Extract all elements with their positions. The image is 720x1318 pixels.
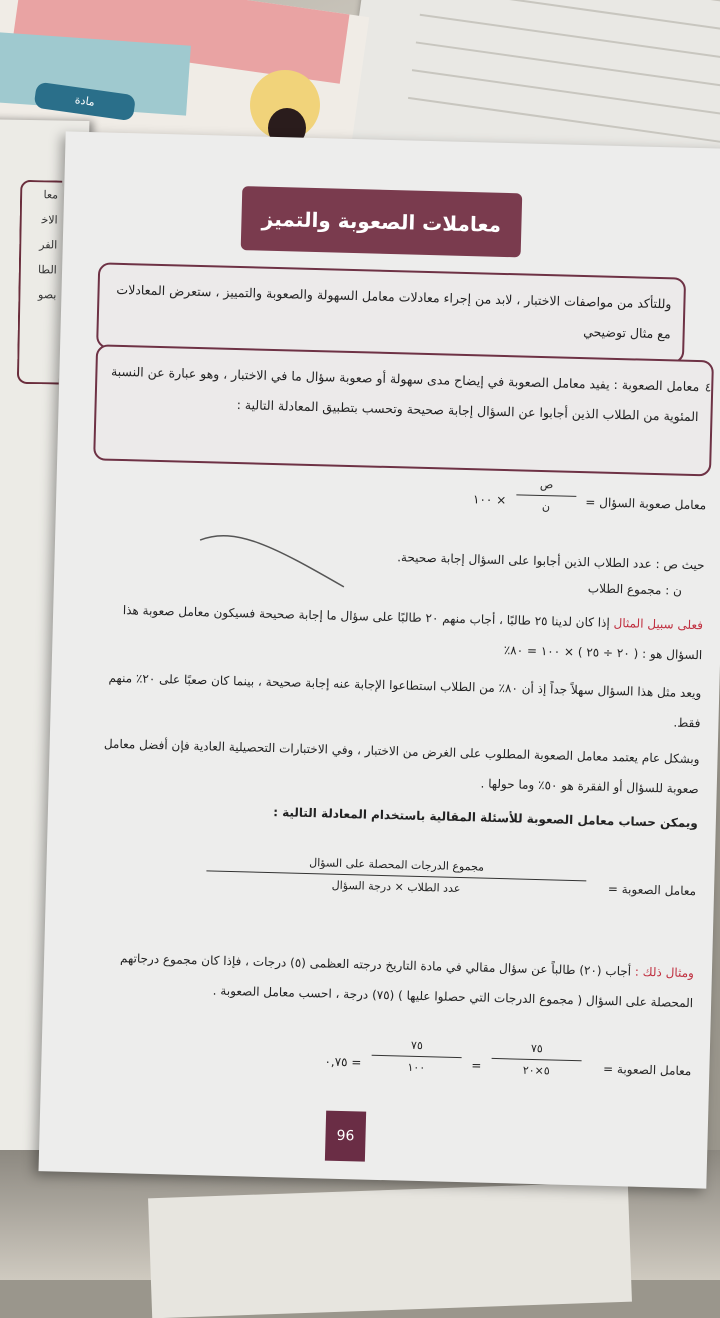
intro-text: وللتأكد من مواصفات الاختبار ، لابد من إجراء معادلات معامل السهولة والصعوبة والتمييز ، ستعرض المعادلات مع مثال توضيحي [116, 281, 672, 342]
side-mark: ٤ [704, 380, 712, 395]
example-1-lead: فعلى سبيل المثال [613, 615, 704, 633]
formula-2 [95, 843, 697, 939]
formula-1-denominator: ن [541, 500, 551, 514]
formula-3-denominator-1: ٥×٢٠ [522, 1063, 550, 1078]
left-page-frame: ﻣﻌﺎ ﺍﻻﺧ ﺍﻟﻔﺮ ﺍﻟﻄﺎ ﺑﺼﻮ [17, 180, 63, 385]
formula-2-denominator: عدد الطلاب × درجة السؤال [331, 878, 461, 896]
book-page [39, 131, 720, 1188]
definition-text: معامل الصعوبة : يفيد معامل الصعوبة في إيضاح مدى سهولة أو صعوبة سؤال ما في الاختبار ، وهو عبارة عن النسبة المئوية من الطلاب الذين أجابوا عن السؤال إجابة صحيحة وتحسب بتطبيق المعادلة التالية : [110, 363, 700, 425]
book-tag: ﻣﺎﺩﺓ [33, 82, 136, 122]
formula-2-label: معامل الصعوبة = [607, 881, 697, 899]
example-1-text: إذا كان لدينا ٢٥ طالبًا ، أجاب منهم ٢٠ طالبًا على سؤال ما إجابة صحيحة فسيكون معامل صعوبة هذا السؤال هو : ( ٢٠ ÷ ٢٥ ) × ١٠٠ = ٨٠٪ [122, 603, 703, 663]
formula-3-numerator-1: ٧٥ [492, 1041, 582, 1061]
formula-1-factor: × ١٠٠ [472, 492, 507, 508]
cartoon-bird-icon [250, 70, 320, 140]
where-n: ن : مجموع الطلاب [587, 581, 683, 598]
formula-3-fraction-1 [491, 1041, 582, 1078]
example-2-text: أجاب (٢٠) طالباً عن سؤال مقالي في مادة التاريخ درجته العظمى (٥) درجات ، فإذا كان مجموع درجاتهم المحصلة على السؤال ( مجموع الدرجات التي حصلوا عليها ) (٧٥) درجة ، احسب معامل الصعوبة . [119, 951, 694, 1011]
formula-2-fraction [206, 853, 587, 898]
formula-3-numerator-2: ٧٥ [372, 1038, 462, 1058]
example-2-lead: ومثال ذلك : [634, 964, 695, 981]
formula-3-denominator-2: ١٠٠ [407, 1060, 426, 1075]
formula-3: معامل الصعوبة = ٧٥ ٥×٢٠ = ٧٥ ١٠٠ = ٠,٧٥ [324, 1038, 692, 1079]
example-2 [83, 942, 694, 1018]
essay-intro: ويمكن حساب معامل الصعوبة للأسئلة المقالية باستخدام المعادلة التالية : [273, 805, 699, 831]
general-note: وبشكل عام يعتمد معامل الصعوبة المطلوب على الغرض من الاختبار ، وفي الاختبارات التحصيلية العادية فإن أفضل معامل صعوبة للسؤال أو الفقرة هو ٥٠٪ وما حولها . [103, 736, 700, 797]
example-1-note: ويعد مثل هذا السؤال سهلاً جداً إذ أن ٨٠٪ من الطلاب استطاعوا الإجابة عنه إجابة صحيحة ، بينما كان صعبًا على ٢٠٪ منهم فقط. [108, 670, 702, 731]
page-title: معاملات الصعوبة والتميز [241, 186, 523, 257]
page-number: 96 [325, 1111, 366, 1162]
formula-3-label: معامل الصعوبة = [602, 1061, 692, 1079]
formula-3-result: = ٠,٧٥ [324, 1054, 362, 1070]
definition-box [93, 344, 714, 476]
formula-3-fraction-2 [371, 1038, 462, 1075]
where-s: حيث ص : عدد الطلاب الذين أجابوا على السؤال إجابة صحيحة. [397, 550, 705, 573]
formula-1-label: معامل صعوبة السؤال = [585, 495, 707, 513]
formula-1-numerator: ص [516, 477, 576, 497]
formula-1-fraction [516, 477, 577, 514]
example-1 [92, 594, 703, 670]
formula-2-numerator: مجموع الدرجات المحصلة على السؤال [206, 853, 586, 881]
